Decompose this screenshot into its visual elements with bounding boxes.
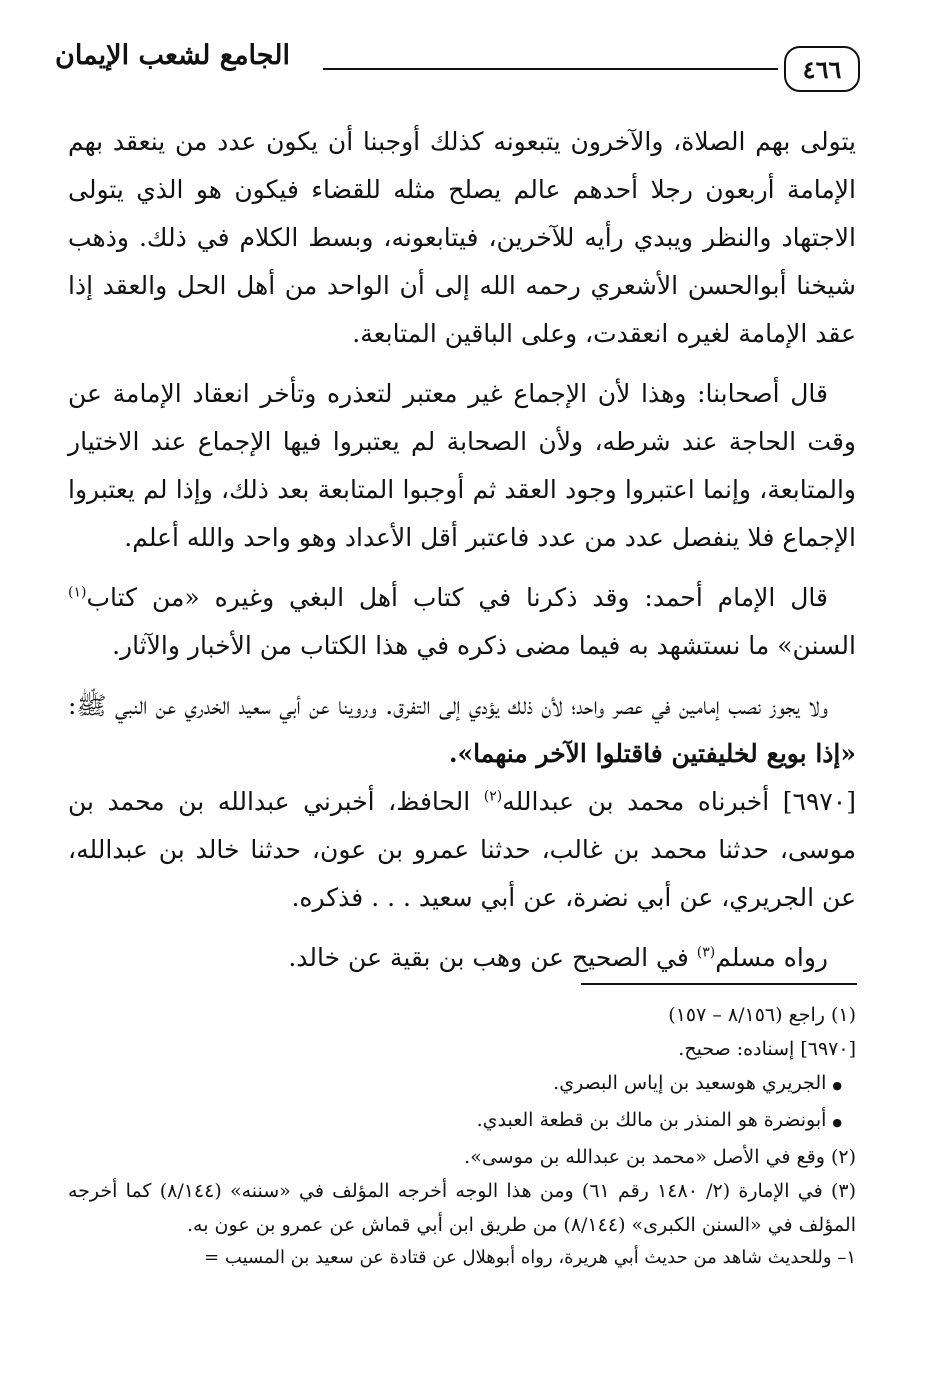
paragraph-2: قال أصحابنا: وهذا لأن الإجماع غير معتبر لتعذره وتأخر انعقاد الإمامة عن وقت الحاجة عند شرطه، ولأن الصحابة لم يعتبروا فيها الإجماع عند الاختيار والمتابعة، وإنما اعتبروا وجود العقد ثم أوجبوا المتابعة بعد ذلك، وإذا لم يعتبروا الإجماع فلا ينفصل عدد من عدد فاعتبر أقل الأعداد وهو واحد والله أعلم.	[68, 379, 856, 552]
footnote-1: (١) راجع (٨/١٥٦ – ١٥٧)	[668, 1004, 856, 1026]
footnote-continuation: ١– وللحديث شاهد من حديث أبي هريرة، رواه أبوهلال عن قتادة عن سعيد بن المسيب =	[204, 1247, 856, 1268]
footnotes	[68, 998, 856, 1274]
header-rule	[323, 68, 778, 70]
main-text	[68, 118, 856, 982]
paragraph-5-text-a: [٦٩٧٠] أخبرناه محمد بن عبدالله	[502, 787, 856, 816]
paragraph-5-text-b: الحافظ، أخبرني عبدالله بن محمد بن موسى، حدثنا محمد بن غالب، حدثنا عمرو بن عون، حدثنا خالد بن عبدالله، عن الجريري، عن أبي نضرة، عن أبي سعيد . . . فذكره.	[68, 787, 856, 912]
footnote-bullet-2: ● أبونضرة هو المنذر بن مالك بن قطعة العبدي.	[68, 1103, 856, 1140]
paragraph-5	[68, 778, 856, 922]
paragraph-6	[68, 934, 856, 982]
running-title: الجامع لشعب الإيمان	[55, 40, 290, 71]
paragraph-6-text-a: رواه مسلم	[715, 943, 828, 972]
footnote-2: (٢) وقع في الأصل «محمد بن عبدالله بن موسى».	[464, 1146, 856, 1168]
paragraph-3-text-b: السنن» ما نستشهد به فيما مضى ذكره في هذا الكتاب من الأخبار والآثار.	[112, 631, 856, 660]
page-header	[55, 38, 860, 98]
footnote-bullet-1: ● الجريري هوسعيد بن إياس البصري.	[68, 1066, 856, 1103]
paragraph-6-text-b: في الصحيح عن وهب بن بقية عن خالد.	[288, 943, 697, 972]
hadith-text: «إذا بويع لخليفتين فاقتلوا الآخر منهما».	[448, 739, 856, 768]
footnote-separator	[581, 983, 857, 985]
footnote-ref-3: (٣)	[696, 944, 716, 961]
footnote-ref-1: (١)	[68, 584, 87, 601]
page-number: ٤٦٦	[784, 46, 860, 92]
paragraph-3-text-a: قال الإمام أحمد: وقد ذكرنا في كتاب أهل البغي وغيره «من كتاب	[86, 583, 828, 612]
paragraph-4	[68, 682, 856, 778]
footnote-ref-2: (٢)	[483, 788, 503, 805]
paragraph-3	[68, 574, 856, 670]
paragraph-1: يتولى بهم الصلاة، والآخرون يتبعونه كذلك أوجبنا أن يكون عدد من ينعقد بهم الإمامة أربعون رجلا أحدهم عالم يصلح مثله للقضاء فيكون هو الذي يتولى الاجتهاد والنظر ويبدي رأيه للآخرين، فيتابعونه، وبسط الكلام في ذلك. وذهب شيخنا أبوالحسن الأشعري رحمه الله إلى أن الواحد من أهل الحل والعقد إذا عقد الإمامة لغيره انعقدت، وعلى الباقين المتابعة.	[68, 127, 856, 348]
footnote-3: (٣) في الإمارة (٢/ ١٤٨٠ رقم ٦١) ومن هذا الوجه أخرجه المؤلف في «سننه» (٨/١٤٤) كما أخرجه المؤلف في «السنن الكبرى» (٨/١٤٤) من طريق ابن أبي قماش عن عمرو بن عون به.	[68, 1180, 856, 1236]
paragraph-4-text: ولا يجوز نصب إمامين في عصر واحد؛ لأن ذلك يؤدي إلى التفرق. وروينا عن أبي سعيد الخدري عن النبي ﷺ:	[68, 691, 828, 720]
footnote-isnad: [٦٩٧٠] إسناده: صحيح.	[678, 1038, 856, 1060]
